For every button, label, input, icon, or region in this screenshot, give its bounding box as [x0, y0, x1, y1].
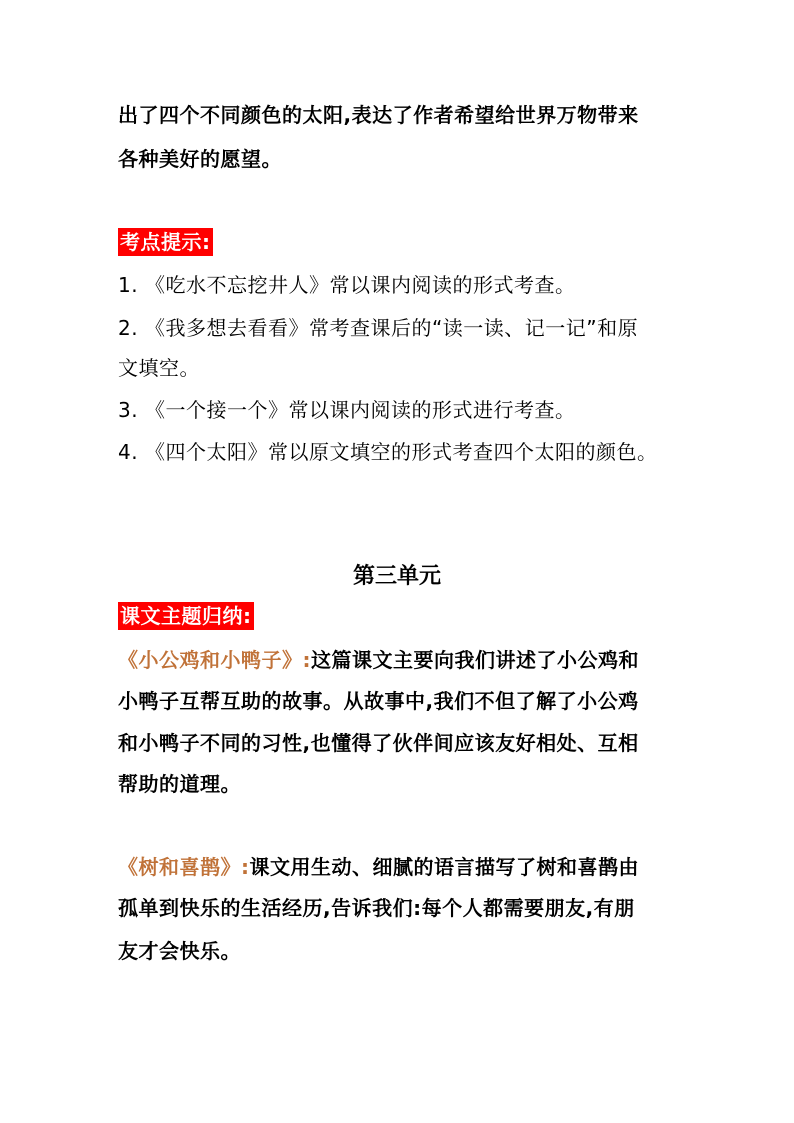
exam-tip-item-3: 3. 《一个接一个》常以课内阅读的形式进行考查。 — [118, 398, 576, 422]
lesson1-line-3: 和小鸭子不同的习性,也懂得了伙伴间应该友好相处、互相 — [118, 731, 639, 755]
lesson1-line-2: 小鸭子互帮互助的故事。从故事中,我们不但了解了小公鸡 — [118, 689, 639, 713]
lesson2-line-1 — [118, 853, 639, 881]
intro-line-1: 出了四个不同颜色的太阳,表达了作者希望给世界万物带来 — [118, 103, 639, 127]
lesson2-title: 《树和喜鹊》: — [118, 855, 250, 879]
exam-tip-item-2-cont: 文填空。 — [118, 356, 200, 380]
lesson2-line-2: 孤单到快乐的生活经历,告诉我们:每个人都需要朋友,有朋 — [118, 896, 635, 920]
lesson1-title: 《小公鸡和小鸭子》: — [118, 648, 311, 672]
exam-tips-label: 考点提示: — [120, 230, 211, 254]
exam-tip-item-2: 2. 《我多想去看看》常考查课后的“读一读、记一记”和原 — [118, 316, 639, 340]
theme-label-line — [118, 602, 254, 630]
exam-tips-label-line — [118, 228, 213, 256]
exam-tip-item-1: 1. 《吃水不忘挖井人》常以课内阅读的形式考查。 — [118, 273, 576, 297]
exam-tip-item-4: 4. 《四个太阳》常以原文填空的形式考查四个太阳的颜色。 — [118, 440, 658, 464]
lesson1-line-4: 帮助的道理。 — [118, 772, 241, 796]
unit-heading: 第三单元 — [352, 564, 441, 589]
theme-label: 课文主题归纳: — [120, 604, 252, 628]
lesson1-line-1 — [118, 646, 639, 674]
lesson2-line-3: 友才会快乐。 — [118, 939, 241, 963]
lesson2-text-1: 课文用生动、细腻的语言描写了树和喜鹊由 — [249, 855, 639, 879]
intro-line-2: 各种美好的愿望。 — [118, 147, 282, 171]
lesson1-text-1: 这篇课文主要向我们讲述了小公鸡和 — [311, 648, 639, 672]
